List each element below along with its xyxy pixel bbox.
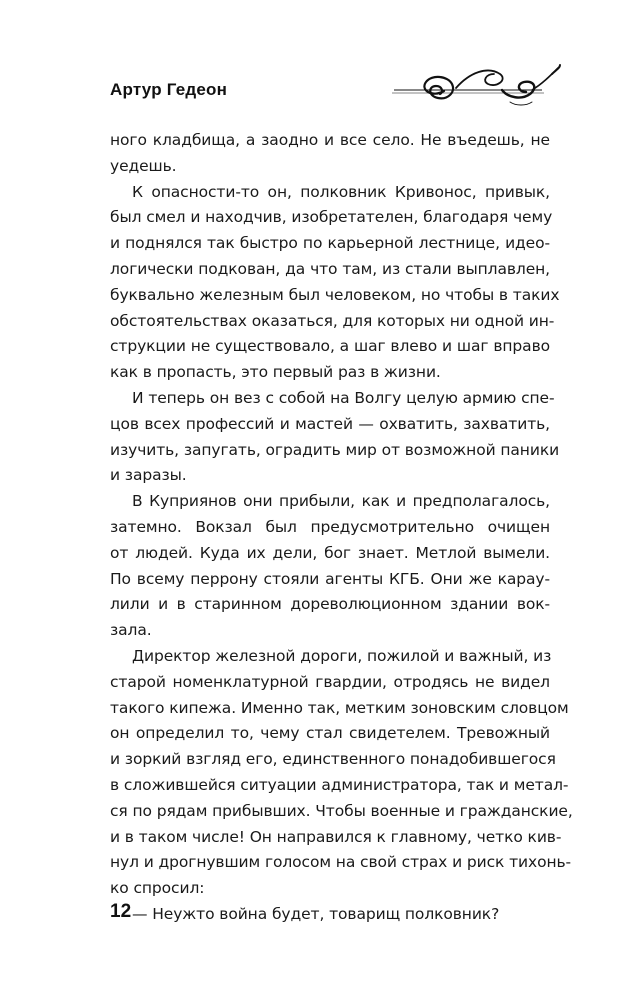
running-header [110, 62, 560, 112]
text-line: Директор железной дороги, пожилой и важный, из [132, 646, 552, 665]
text-line: и в таком числе! Он направился к главному, четко кив- [110, 827, 562, 846]
text-line: был смел и находчив, изобретателен, благодаря чему [110, 208, 553, 227]
text-line: По всему перрону стояли агенты КГБ. Они же карау- [110, 569, 550, 588]
text-line: зала. [110, 621, 152, 640]
text-line: в сложившейся ситуации администратора, так и метал- [110, 775, 569, 794]
text-line: затемно. Вокзал был предусмотрительно очищен [110, 517, 550, 536]
text-line: цов всех профессий и мастей — охватить, захватить, [110, 414, 550, 433]
text-line: и зоркий взгляд его, единственного понадобившегося [110, 750, 556, 769]
text-line: буквально железным был человеком, но чтобы в таких [110, 285, 560, 304]
text-line: и заразы. [110, 466, 187, 485]
text-line: и поднялся так быстро по карьерной лестнице, идео- [110, 234, 550, 253]
text-line: ся по рядам прибывших. Чтобы военные и гражданские, [110, 801, 573, 820]
text-line: В Куприянов они прибыли, как и предполагалось, [132, 492, 550, 511]
text-line: изучить, запугать, оградить мир от возможной паники [110, 440, 560, 459]
text-line: обстоятельствах оказаться, для которых ни одной ин- [110, 311, 555, 330]
text-line: ного кладбища, а заодно и все село. Не въедешь, не [110, 131, 550, 149]
text-line: нул и дрогнувшим голосом на свой страх и риск тихонь- [110, 853, 572, 872]
body-text [110, 128, 573, 928]
text-line: старой номенклатурной гвардии, отродясь не видел [110, 672, 550, 691]
text-line: такого кипежа. Именно так, метким зоновским словцом [110, 698, 569, 717]
running-head-author: Артур Гедеон [110, 80, 228, 99]
text-line: И теперь он вез с собой на Волгу целую армию спе- [132, 388, 555, 407]
text-line: от людей. Куда их дели, бог знает. Метлой вымели. [110, 543, 550, 562]
text-line: логически подкован, да что там, из стали выплавлен, [110, 259, 550, 278]
text-line: — Неужто война будет, товарищ полковник? [132, 904, 500, 923]
text-line: как в пропасть, это первый раз в жизни. [110, 363, 441, 382]
text-line: уедешь. [110, 156, 177, 175]
swirl-ornament-icon [392, 62, 562, 112]
text-line: лили и в старинном дореволюционном здании вок- [110, 595, 550, 614]
text-line: он определил то, чему стал свидетелем. Тревожный [110, 724, 550, 743]
text-line: К опасности-то он, полковник Кривонос, привык, [132, 182, 550, 201]
page-number: 12 [110, 901, 132, 922]
text-line: струкции не существовало, а шаг влево и шаг вправо [110, 337, 550, 356]
text-line: ко спросил: [110, 879, 205, 898]
